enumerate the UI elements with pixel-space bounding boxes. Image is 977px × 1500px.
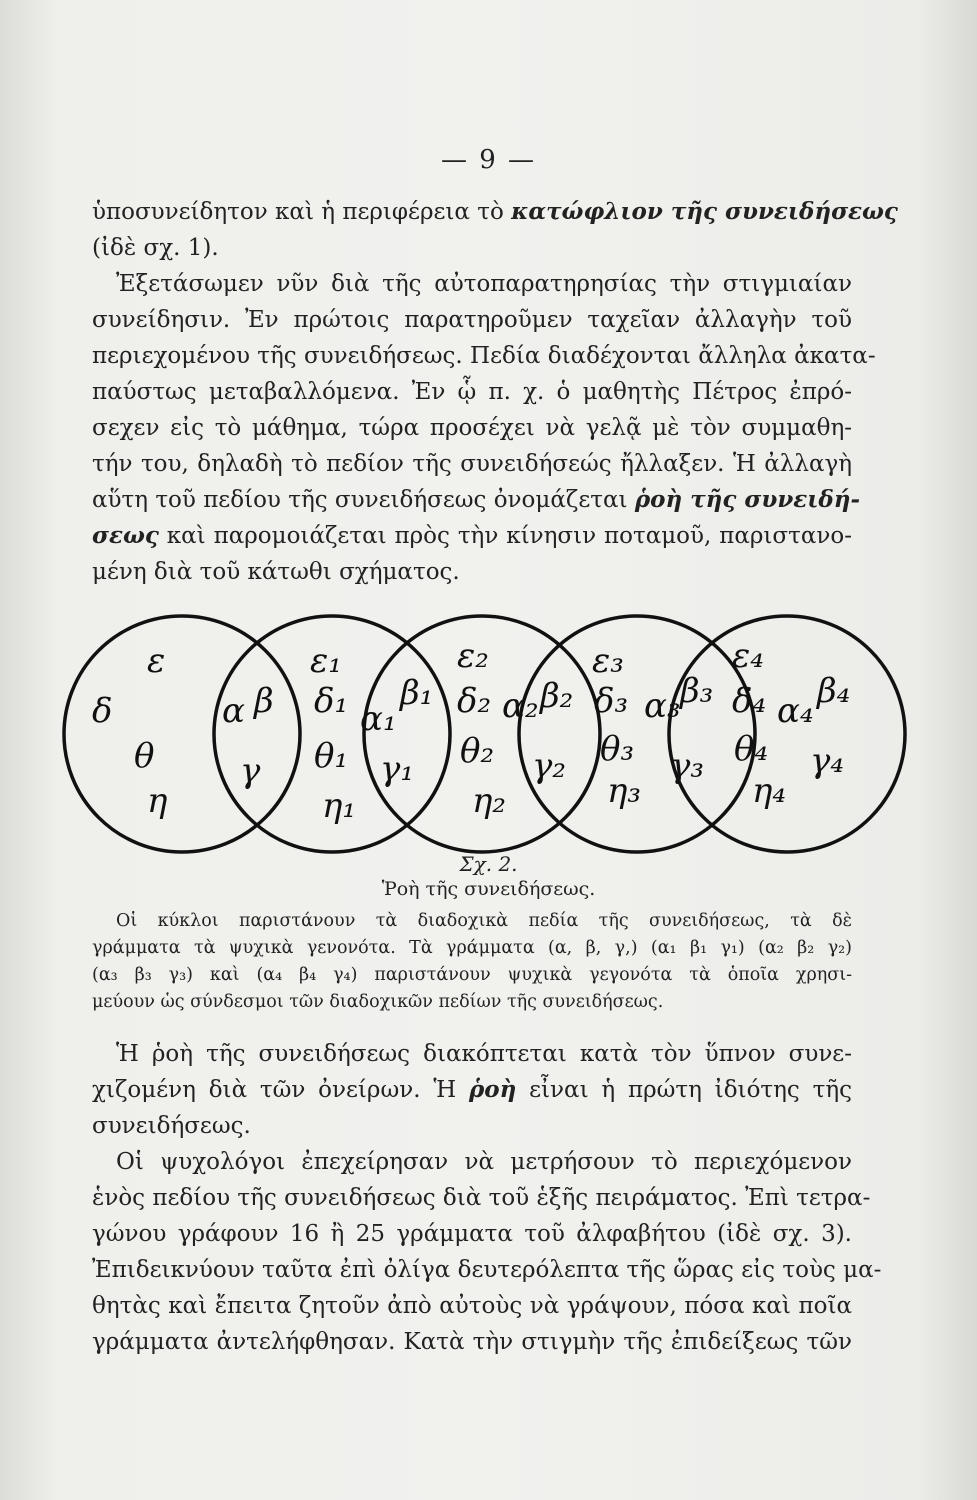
letter: ε [147,641,166,681]
letter: η [147,781,168,821]
letter: ε₂ [457,636,489,676]
letter: γ [240,751,261,791]
letter: η₃ [607,771,641,811]
paragraph-2 [92,266,876,590]
text-line: περιεχομένου τῆς συνειδήσεως. Πεδία διαδέχονται ἄλληλα ἀκατα- [92,343,876,369]
caption-line: γράμματα τὰ ψυχικὰ γενονότα. Τὰ γράμματα (α, β, γ,) (α₁ β₁ γ₁) (α₂ β₂ γ₂) [92,938,852,958]
caption-line: Οἱ κύκλοι παριστάνουν τὰ διαδοχικὰ πεδία τῆς συνειδήσεως, τὰ δὲ [116,911,852,931]
letter: γ₄ [810,741,844,781]
figure-stream-of-consciousness [72,612,892,867]
letter: δ [92,691,113,731]
paragraph-3 [92,1036,852,1144]
field-circle-5 [669,616,905,852]
field-circle-1 [64,616,300,852]
text-line: αὕτη τοῦ πεδίου τῆς συνειδήσεως ὀνομάζεται ῥοὴ τῆς συνειδή- [92,486,861,513]
letter: θ [134,736,155,776]
letter: θ₄ [734,729,769,769]
letter: β₄ [817,671,851,711]
letter: ε₄ [732,636,764,676]
field-circle-4 [519,616,755,852]
letter: α [222,691,245,731]
letter: β₃ [680,671,714,711]
text-line: (ἰδὲ σχ. 1). [92,235,219,261]
text-line: ὑποσυνείδητον καὶ ἡ περιφέρεια τὸ κατώφλιον τῆς συνειδήσεως [92,198,898,225]
letter: δ₂ [457,681,492,721]
figure-number: Σχ. 2. [459,852,518,876]
letter: β₁ [400,673,434,713]
letter: ε₁ [310,641,342,681]
figure-title: Ῥοὴ τῆς συνειδήσεως. [381,878,596,900]
text-line: Ἐξετάσωμεν νῦν διὰ τῆς αὐτοπαρατηρησίας τὴν στιγμιαίαν [116,271,852,297]
caption-line: (α₃ β₃ γ₃) καὶ (α₄ β₄ γ₄) παριστάνουν ψυχικὰ γεγονότα τὰ ὁποῖα χρησι- [92,965,852,985]
paragraph-1 [92,194,898,266]
letter: θ₁ [314,736,349,776]
letter: α₄ [777,691,814,731]
letter: η₁ [322,786,356,826]
page-number: — 9 — [440,145,537,175]
letter: γ₂ [532,746,566,786]
text-line: ἑνὸς πεδίου τῆς συνειδήσεως διὰ τοῦ ἑξῆς πειράματος. Ἐπὶ τετρα- [92,1185,871,1211]
letter: β₂ [540,676,574,716]
letter: ε₃ [592,641,624,681]
text-line: θητὰς καὶ ἔπειτα ζητοῦν ἀπὸ αὐτοὺς νὰ γράψουν, πόσα καὶ ποῖα [92,1293,852,1319]
letter: γ₃ [670,746,704,786]
emphasis-flow-2: ῥοὴ [468,1076,517,1103]
text-line: γώνου γράφουν 16 ἢ 25 γράμματα τοῦ ἀλφαβήτου (ἰδὲ σχ. 3). [92,1221,852,1247]
text-line: μένη διὰ τοῦ κάτωθι σχήματος. [92,559,460,585]
text-line: συνειδήσεως. [92,1113,251,1139]
text-line: Ἐπιδεικνύουν ταῦτα ἐπὶ ὀλίγα δευτερόλεπτα τῆς ὥρας εἰς τοὺς μα- [92,1257,882,1283]
letter: η₂ [472,781,506,821]
letter: γ₁ [380,749,414,789]
letter: α₃ [644,686,681,726]
emphasis-flow-end: σεως [92,522,159,549]
letter: θ₂ [460,731,495,771]
letter: δ₃ [594,681,629,721]
text-line: Οἱ ψυχολόγοι ἐπεχείρησαν νὰ μετρήσουν τὸ περιεχόμενον [116,1149,852,1175]
text-line: Ἡ ῥοὴ τῆς συνειδήσεως διακόπτεται κατὰ τὸν ὕπνον συνε- [116,1041,852,1067]
figure-caption [92,908,852,1016]
emphasis-flow: ῥοὴ τῆς συνειδή- [634,486,861,513]
circles-diagram [72,612,892,867]
text-line: παύστως μεταβαλλόμενα. Ἐν ᾧ π. χ. ὁ μαθητὴς Πέτρος ἐπρό- [92,379,852,405]
letter: α₂ [502,686,539,726]
caption-line: μεύουν ὡς σύνδεσμοι τῶν διαδοχικῶν πεδίων τῆς συνειδήσεως. [92,992,664,1012]
letter: α₁ [360,699,397,739]
text-line: γράμματα ἀντελήφθησαν. Κατὰ τὴν στιγμὴν τῆς ἐπιδείξεως τῶν [92,1329,852,1355]
paragraph-4 [92,1144,882,1360]
letter: θ₃ [600,729,635,769]
text-line: τήν του, δηλαδὴ τὸ πεδίον τῆς συνειδήσεώς ἤλλαξεν. Ἡ ἀλλαγὴ [92,451,852,477]
letter: δ₄ [732,681,767,721]
letter: δ₁ [314,681,349,721]
emphasis-threshold: κατώφλιον τῆς συνειδήσεως [511,198,898,225]
text-line: σεως καὶ παρομοιάζεται πρὸς τὴν κίνησιν ποταμοῦ, παριστανο- [92,522,852,549]
letter: η₄ [752,771,786,811]
text-line: συνείδησιν. Ἐν πρώτοις παρατηροῦμεν ταχεῖαν ἀλλαγὴν τοῦ [92,307,852,333]
text-line: σεχεν εἰς τὸ μάθημα, τώρα προσέχει νὰ γελᾷ μὲ τὸν συμμαθη- [92,415,852,441]
letter: β [254,681,274,721]
text-line: χιζομένη διὰ τῶν ὀνείρων. Ἡ ῥοὴ εἶναι ἡ πρώτη ἰδιότης τῆς [92,1076,852,1103]
